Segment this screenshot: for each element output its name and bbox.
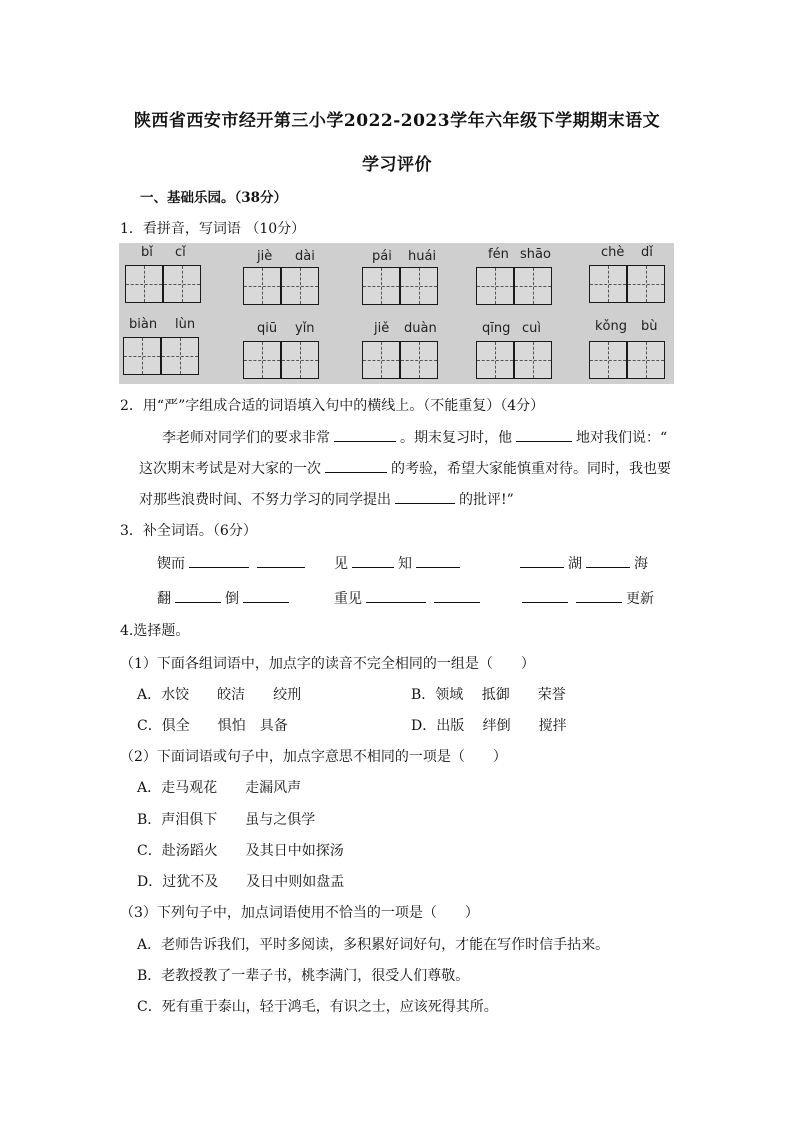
option-d[interactable]: D．出版 绊倒 搅拌 xyxy=(411,718,567,734)
section-heading: 一、基础乐园。（38分） xyxy=(140,190,288,206)
text: 。期末复习时，他 xyxy=(400,430,512,446)
fill-blank[interactable] xyxy=(352,566,394,568)
writing-box[interactable] xyxy=(514,341,552,379)
fill-blank[interactable] xyxy=(243,601,289,603)
text: 对那些浪费时间、不努力学习的同学提出 xyxy=(139,492,391,508)
pinyin-label: lùn xyxy=(175,317,196,332)
fill-blank[interactable] xyxy=(576,601,622,603)
sub-question-2-stem: （2）下面词语或句子中，加点字意思不相同的一项是（ ） xyxy=(120,749,507,765)
fill-blank[interactable] xyxy=(520,566,564,568)
fill-blank[interactable] xyxy=(416,566,460,568)
question-2-line-3 xyxy=(139,489,514,509)
pinyin-label: duàn xyxy=(404,321,437,336)
writing-box[interactable] xyxy=(476,267,514,305)
pinyin-label: qiū xyxy=(257,321,278,336)
text: 海 xyxy=(634,556,648,572)
text: 重见 xyxy=(334,591,362,607)
pinyin-label: pái xyxy=(372,249,392,264)
sub-question-3-stem: （3）下列句子中，加点词语使用不恰当的一项是（ ） xyxy=(120,905,479,921)
option-c[interactable]: C．赴汤蹈火 及其日中如探汤 xyxy=(137,843,344,859)
pinyin-label: jiè xyxy=(257,249,273,264)
pinyin-label: kǒng xyxy=(595,319,627,334)
fill-blank[interactable] xyxy=(522,601,568,603)
fill-blank[interactable] xyxy=(395,502,455,504)
text: 地对我们说：“ xyxy=(576,430,668,446)
idiom-3 xyxy=(520,553,648,573)
text: 翻 xyxy=(157,591,171,607)
option-a[interactable]: A．走马观花 走漏风声 xyxy=(137,780,302,796)
fill-blank[interactable] xyxy=(366,601,426,603)
sub-question-1-stem: （1）下面各组词语中，加点字的读音不完全相同的一组是（ ） xyxy=(120,656,535,672)
fill-blank[interactable] xyxy=(586,566,630,568)
idiom-6 xyxy=(522,588,654,608)
idiom-5 xyxy=(334,588,484,608)
option-a[interactable]: A．水饺 皎洁 绞刑 xyxy=(137,687,302,703)
writing-box[interactable] xyxy=(476,341,514,379)
writing-box[interactable] xyxy=(281,267,319,305)
pinyin-label: yǐn xyxy=(295,321,315,336)
idiom-2 xyxy=(334,553,464,573)
fill-blank[interactable] xyxy=(175,601,221,603)
question-3-title: 3．补全词语。（6分） xyxy=(120,523,257,539)
writing-box[interactable] xyxy=(589,341,627,379)
pinyin-label: fén xyxy=(488,247,509,262)
pinyin-label: biàn xyxy=(129,317,158,332)
page-subtitle: 学习评价 xyxy=(362,155,432,175)
option-a[interactable]: A．老师告诉我们，平时多阅读，多积累好词好句，才能在写作时信手拈来。 xyxy=(137,937,610,953)
page-title: 陕西省西安市经开第三小学2022-2023学年六年级下学期期末语文 xyxy=(133,111,661,131)
writing-box[interactable] xyxy=(400,267,438,305)
idiom-4 xyxy=(157,588,293,608)
writing-box[interactable] xyxy=(627,341,665,379)
pinyin-label: shāo xyxy=(520,247,551,262)
pinyin-label: huái xyxy=(408,249,437,264)
option-b[interactable]: B．领域 抵御 荣誉 xyxy=(411,687,566,703)
text: 李老师对同学们的要求非常 xyxy=(162,430,330,446)
option-c[interactable]: C．俱全 惧怕 具备 xyxy=(137,718,288,734)
pinyin-label: chè xyxy=(601,245,625,260)
writing-box[interactable] xyxy=(589,265,627,303)
text: 这次期末考试是对大家的一次 xyxy=(139,461,321,477)
pinyin-label: qīng xyxy=(482,321,511,336)
option-b[interactable]: B．老教授教了一辈子书，桃李满门，很受人们尊敬。 xyxy=(137,968,470,984)
fill-blank[interactable] xyxy=(325,471,387,473)
fill-blank[interactable] xyxy=(516,440,572,442)
text: 倒 xyxy=(225,591,239,607)
writing-box[interactable] xyxy=(362,341,400,379)
fill-blank[interactable] xyxy=(257,566,305,568)
writing-box[interactable] xyxy=(161,337,199,375)
question-1-title: 1．看拼音，写词语 （10分） xyxy=(120,221,306,237)
question-2-line-1 xyxy=(162,427,667,447)
writing-box[interactable] xyxy=(125,265,163,303)
writing-box[interactable] xyxy=(243,267,281,305)
text: 湖 xyxy=(568,556,582,572)
fill-blank[interactable] xyxy=(434,601,480,603)
option-b[interactable]: B．声泪俱下 虽与之俱学 xyxy=(137,812,316,828)
pinyin-label: dài xyxy=(295,249,315,264)
text: 的批评!” xyxy=(459,492,514,508)
fill-blank[interactable] xyxy=(189,566,249,568)
text: 锲而 xyxy=(157,556,185,572)
pinyin-label: bù xyxy=(641,319,658,334)
writing-box[interactable] xyxy=(362,267,400,305)
pinyin-label: bǐ xyxy=(141,245,153,260)
text: 的考验，希望大家能慎重对待。同时，我也要 xyxy=(391,461,671,477)
fill-blank[interactable] xyxy=(334,440,396,442)
pinyin-label: cuì xyxy=(522,321,541,336)
question-2-line-2 xyxy=(139,458,671,478)
writing-box[interactable] xyxy=(123,337,161,375)
question-4-title: 4.选择题。 xyxy=(120,623,190,639)
idiom-1 xyxy=(157,553,309,573)
writing-box[interactable] xyxy=(163,265,201,303)
writing-box[interactable] xyxy=(243,341,281,379)
pinyin-writing-grid-photo xyxy=(119,243,674,384)
text: 见 xyxy=(334,556,348,572)
writing-box[interactable] xyxy=(514,267,552,305)
writing-box[interactable] xyxy=(400,341,438,379)
writing-box[interactable] xyxy=(281,341,319,379)
pinyin-label: dǐ xyxy=(641,245,653,260)
pinyin-label: cǐ xyxy=(175,245,186,260)
question-2-title: 2．用“严”字组成合适的词语填入句中的横线上。（不能重复）（4分） xyxy=(120,398,545,414)
text: 更新 xyxy=(626,591,654,607)
writing-box[interactable] xyxy=(627,265,665,303)
text: 知 xyxy=(398,556,412,572)
pinyin-label: jiě xyxy=(374,321,390,336)
option-d[interactable]: D．过犹不及 及日中则如盘盂 xyxy=(137,874,345,890)
option-c[interactable]: C．死有重于泰山，轻于鸿毛，有识之士，应该死得其所。 xyxy=(137,999,498,1015)
